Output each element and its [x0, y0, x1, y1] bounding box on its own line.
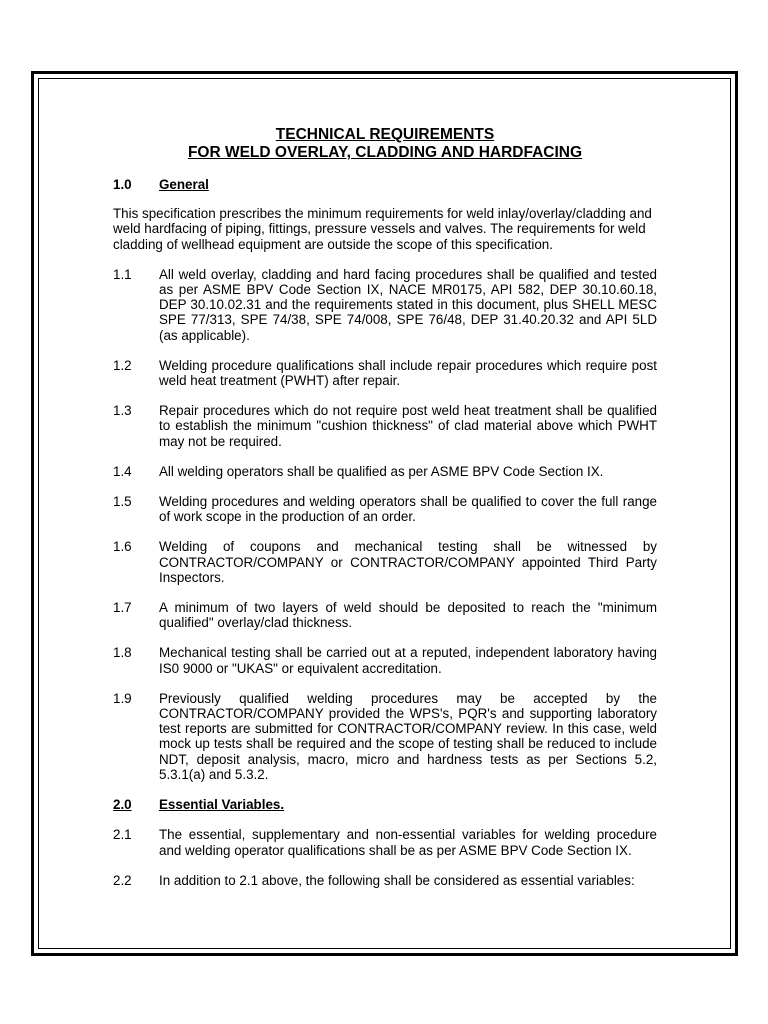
section-title: General [159, 177, 209, 192]
section-intro: This specification prescribes the minimum requirements for weld inlay/overlay/cladding and weld hardfacing of piping, fittings, pressure vessels and valves. The requirements for weld cladding of wellhead equipment are outside the scope of this specification. [113, 206, 652, 252]
clause-number: 1.7 [113, 600, 132, 616]
section-title: Essential Variables. [159, 797, 285, 813]
clause-text: Mechanical testing shall be carried out at a reputed, independent laboratory having IS0 9000 or "UKAS" or equivalent accreditation. [159, 645, 657, 676]
clause-text: All weld overlay, cladding and hard facing procedures shall be qualified and tested as per ASME BPV Code Section IX, NACE MR0175, API 582, DEP 30.10.60.18, DEP 30.10.02.31 and the requirements stated in this document, plus SHELL MESC SPE 77/313, SPE 74/38, SPE 74/008, SPE 76/48, DEP 31.40.20.32 and API 5LD (as applicable). [159, 266, 657, 343]
clause-1-2 [113, 358, 657, 388]
clause-number: 1.2 [113, 357, 132, 373]
clause-1-5 [113, 494, 657, 524]
clause-1-7 [113, 600, 657, 630]
section-number: 2.0 [113, 797, 132, 813]
clause-text: Repair procedures which do not require post weld heat treatment shall be qualified to establish the minimum "cushion thickness" of clad material above which PWHT may not be required. [159, 403, 657, 449]
document-title [113, 126, 657, 162]
clause-text: Welding procedure qualifications shall include repair procedures which require post weld heat treatment (PWHT) after repair. [159, 357, 657, 389]
document-body [113, 126, 657, 888]
clause-1-8 [113, 645, 657, 675]
clause-1-9 [113, 691, 657, 782]
clause-number: 1.3 [113, 403, 132, 419]
clause-1-3 [113, 403, 657, 449]
section-heading-general [113, 177, 657, 192]
clause-text: In addition to 2.1 above, the following shall be considered as essential variables: [159, 872, 635, 888]
clause-1-4 [113, 464, 657, 479]
clause-text: Welding of coupons and mechanical testing shall be witnessed by CONTRACTOR/COMPANY or CONTRACTOR/COMPANY appointed Third Party Inspectors. [159, 539, 657, 585]
clause-1-6 [113, 539, 657, 585]
clause-number: 1.4 [113, 463, 132, 479]
clause-number: 1.9 [113, 690, 132, 706]
title-line-1: TECHNICAL REQUIREMENTS [275, 126, 495, 143]
clause-number: 2.2 [113, 872, 132, 888]
clause-number: 1.6 [113, 539, 132, 555]
clause-text: The essential, supplementary and non-essential variables for welding procedure and welding operator qualifications shall be as per ASME BPV Code Section IX. [159, 827, 657, 858]
clause-number: 1.1 [113, 266, 132, 282]
clause-2-2 [113, 873, 657, 888]
clause-2-1 [113, 827, 657, 857]
clause-text: All welding operators shall be qualified as per ASME BPV Code Section IX. [159, 463, 604, 479]
section-number: 1.0 [113, 177, 132, 192]
clause-number: 1.5 [113, 494, 132, 510]
clause-1-1 [113, 267, 657, 343]
clause-text: Welding procedures and welding operators shall be qualified to cover the full range of work scope in the production of an order. [159, 494, 657, 525]
section-heading-essential-variables [113, 797, 657, 812]
title-line-2: FOR WELD OVERLAY, CLADDING AND HARDFACING [187, 144, 583, 161]
clause-text: A minimum of two layers of weld should be deposited to reach the "minimum qualified" overlay/clad thickness. [159, 600, 657, 631]
clause-number: 2.1 [113, 827, 132, 843]
clause-number: 1.8 [113, 645, 132, 661]
clause-text: Previously qualified welding procedures may be accepted by the CONTRACTOR/COMPANY provided the WPS's, PQR's and supporting laboratory test reports are submitted for CONTRACTOR/COMPANY review. In this case, weld mock up tests shall be required and the scope of testing shall be reduced to include NDT, deposit analysis, macro, micro and hardness tests as per Sections 5.2, 5.3.1(a) and 5.3.2. [159, 690, 657, 782]
